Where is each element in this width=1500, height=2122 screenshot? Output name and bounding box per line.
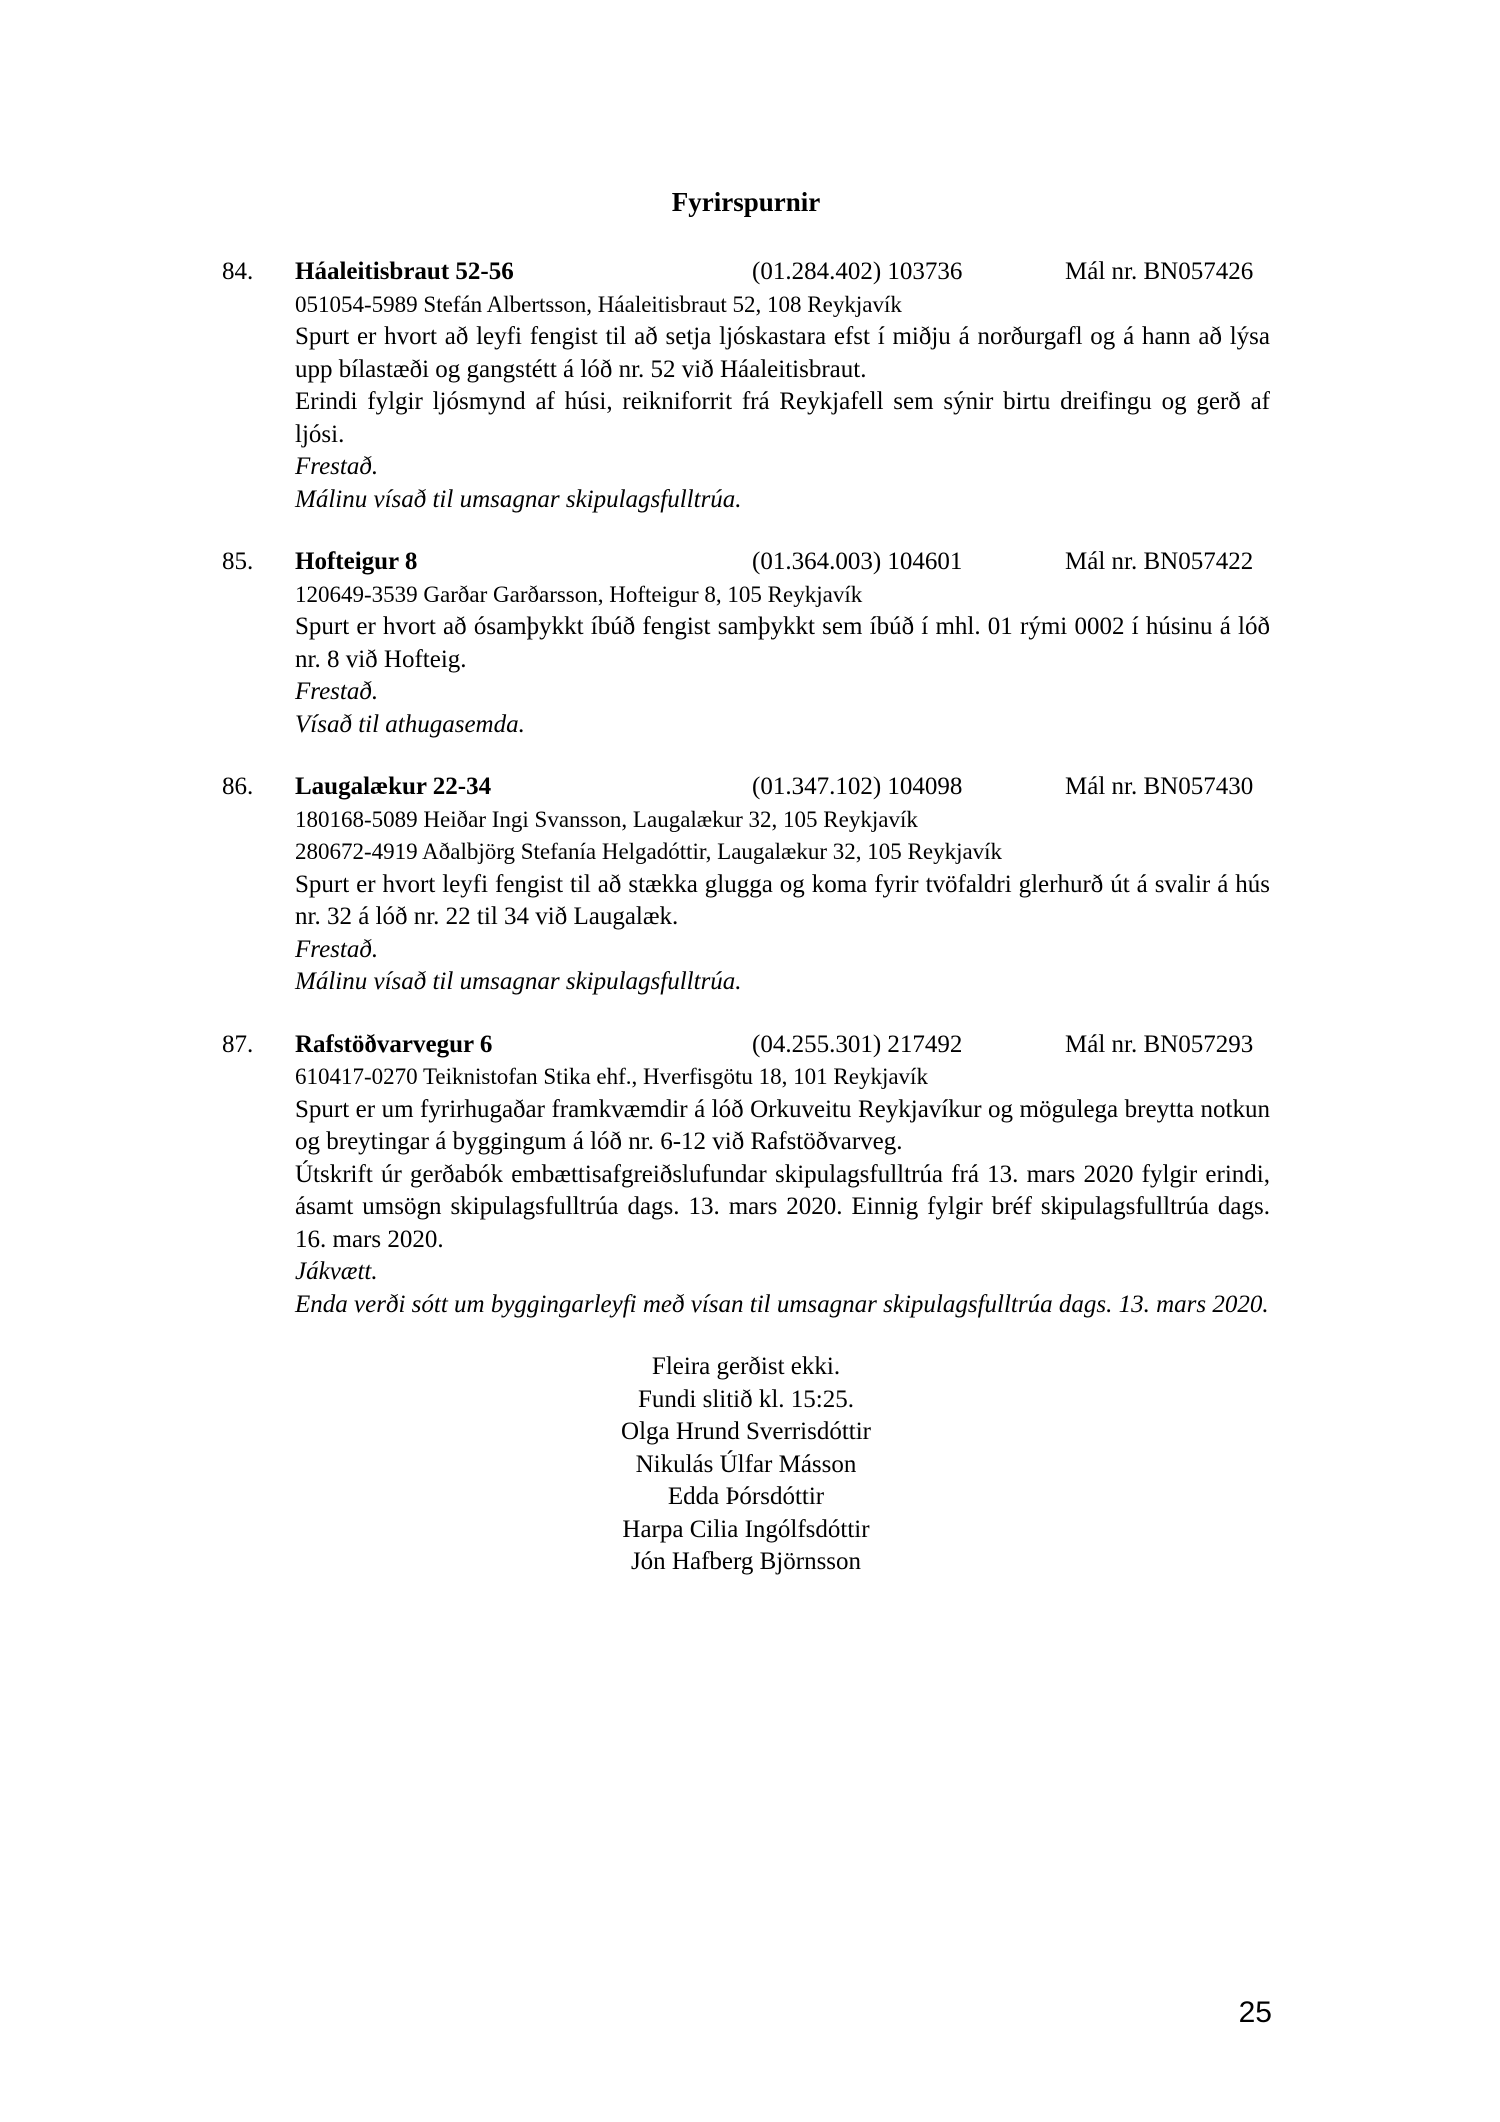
item-header	[295, 771, 1270, 804]
applicant-line: 120649-3539 Garðar Garðarsson, Hofteigur 8, 105 Reykjavík	[295, 581, 863, 607]
item-case-number: Mál nr. BN057293	[1065, 1030, 1254, 1058]
item-paragraph: Spurt er hvort að ósamþykkt íbúð fengist samþykkt sem íbúð í mhl. 01 rými 0002 í húsinu á lóð nr. 8 við Hofteig.	[295, 613, 1270, 673]
decision-line: Málinu vísað til umsagnar skipulagsfulltrúa.	[295, 968, 742, 995]
agenda-item-84	[222, 256, 1270, 516]
attendee-list	[222, 1416, 1270, 1579]
agenda-item-85	[222, 546, 1270, 741]
attendee-name: Harpa Cilia Ingólfsdóttir	[622, 1515, 870, 1543]
item-reference: (04.255.301) 217492	[752, 1030, 963, 1058]
item-address: Laugalækur 22-34	[295, 773, 492, 800]
attendee-name: Olga Hrund Sverrisdóttir	[621, 1418, 871, 1445]
item-case-number: Mál nr. BN057430	[1065, 773, 1254, 800]
item-paragraph: Spurt er hvort leyfi fengist til að stækka glugga og koma fyrir tvöfaldri glerhurð út á svalir á hús nr. 32 á lóð nr. 22 til 34 við Laugalæk.	[295, 870, 1270, 930]
decision-line: Frestað.	[295, 935, 379, 963]
item-number: 85.	[222, 548, 254, 575]
decision-line: Vísað til athugasemda.	[295, 710, 525, 738]
item-content	[295, 1029, 1270, 1322]
item-case-number: Mál nr. BN057422	[1065, 548, 1254, 575]
closing-line: Fundi slitið kl. 15:25.	[637, 1385, 854, 1413]
item-header	[295, 256, 1270, 289]
decision-line: Enda verði sótt um byggingarleyfi með vísan til umsagnar skipulagsfulltrúa dags. 13. mars 2020.	[295, 1290, 1269, 1318]
item-paragraph: Erindi fylgir ljósmynd af húsi, reikniforrit frá Reykjafell sem sýnir birtu dreifingu og gerð af ljósi.	[295, 388, 1270, 448]
decision-line: Frestað.	[295, 453, 379, 480]
agenda-item-87	[222, 1029, 1270, 1322]
decision-line: Málinu vísað til umsagnar skipulagsfulltrúa.	[295, 485, 742, 513]
item-content	[295, 771, 1270, 999]
attendee-name: Jón Hafberg Björnsson	[630, 1548, 862, 1575]
closing-block	[222, 1351, 1270, 1579]
applicant-line: 280672-4919 Aðalbjörg Stefanía Helgadóttir, Laugalækur 32, 105 Reykjavík	[295, 839, 1003, 864]
decision-line: Frestað.	[295, 678, 379, 705]
item-number: 84.	[222, 258, 254, 285]
item-paragraph: Spurt er hvort að leyfi fengist til að setja ljóskastara efst í miðju á norðurgafl og á hann að lýsa upp bílastæði og gangstétt á lóð nr. 52 við Háaleitisbraut.	[295, 323, 1270, 383]
item-address: Rafstöðvarvegur 6	[295, 1030, 493, 1058]
item-number: 87.	[222, 1030, 254, 1058]
item-reference: (01.347.102) 104098	[752, 773, 963, 800]
page-title: Fyrirspurnir	[671, 187, 821, 217]
item-paragraph: Útskrift úr gerðabók embættisafgreiðslufundar skipulagsfulltrúa frá 13. mars 2020 fylgir erindi, ásamt umsögn skipulagsfulltrúa dags. 13. mars 2020. Einnig fylgir bréf skipulagsfulltrúa dags. 16. mars 2020.	[295, 1160, 1270, 1253]
attendee-name: Edda Þórsdóttir	[667, 1483, 825, 1510]
applicant-line: 610417-0270 Teiknistofan Stika ehf., Hverfisgötu 18, 101 Reykjavík	[295, 1064, 928, 1089]
item-content	[295, 546, 1270, 741]
decision-line: Jákvætt.	[295, 1258, 378, 1285]
item-address: Hofteigur 8	[295, 548, 418, 575]
applicant-line: 051054-5989 Stefán Albertsson, Háaleitisbraut 52, 108 Reykjavík	[295, 291, 902, 317]
item-reference: (01.364.003) 104601	[752, 548, 963, 575]
item-content	[295, 256, 1270, 516]
item-header	[295, 1029, 1270, 1062]
agenda-item-86	[222, 771, 1270, 999]
page-number: 25	[1238, 1996, 1272, 2029]
closing-line: Fleira gerðist ekki.	[651, 1353, 841, 1380]
item-address: Háaleitisbraut 52-56	[295, 258, 514, 285]
item-paragraph: Spurt er um fyrirhugaðar framkvæmdir á lóð Orkuveitu Reykjavíkur og mögulega breytta notkun og breytingar á byggingum á lóð nr. 6-12 við Rafstöðvarveg.	[295, 1095, 1270, 1155]
applicant-line: 180168-5089 Heiðar Ingi Svansson, Laugalækur 32, 105 Reykjavík	[295, 806, 918, 832]
item-header	[295, 546, 1270, 579]
item-case-number: Mál nr. BN057426	[1065, 258, 1254, 285]
item-number: 86.	[222, 773, 254, 800]
attendee-name: Nikulás Úlfar Másson	[635, 1450, 857, 1478]
item-reference: (01.284.402) 103736	[752, 258, 963, 285]
